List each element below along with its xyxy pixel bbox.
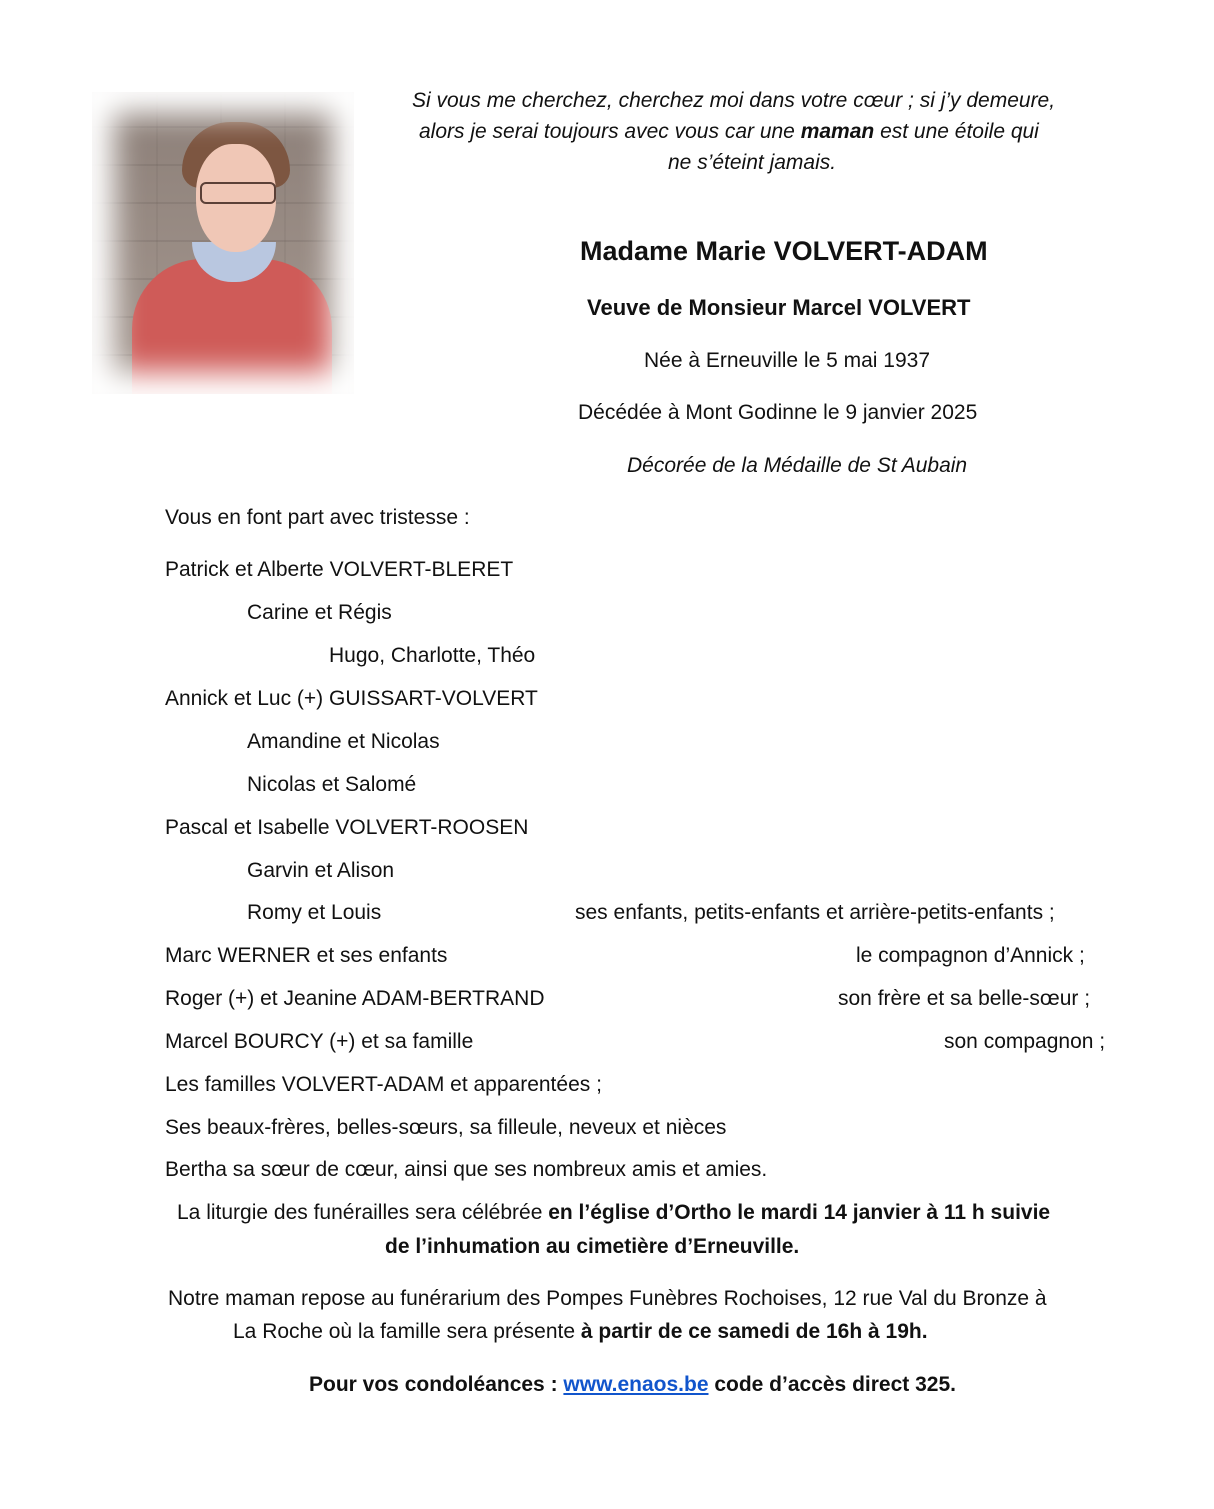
family-line: Marcel BOURCY (+) et sa famille: [165, 1030, 474, 1053]
portrait-photo: [92, 92, 354, 394]
visiting-hours: à partir de ce samedi de 16h à 19h.: [580, 1320, 928, 1343]
rest-text: La Roche où la famille sera présente: [233, 1320, 581, 1343]
family-line: Ses beaux-frères, belles-sœurs, sa filleule, neveux et nièces: [165, 1116, 727, 1139]
relation-label: ses enfants, petits-enfants et arrière-petits-enfants ;: [575, 901, 1055, 924]
quote-line-1: Si vous me cherchez, cherchez moi dans votre cœur ; si j’y demeure,: [412, 89, 1056, 112]
intro-line: Vous en font part avec tristesse :: [165, 506, 470, 529]
liturgy-line-2: de l’inhumation au cimetière d’Erneuville.: [385, 1235, 800, 1258]
quote-text: alors je serai toujours avec vous car une: [419, 120, 801, 143]
family-line: Marc WERNER et ses enfants: [165, 944, 448, 967]
condolences-label: Pour vos condoléances :: [309, 1373, 564, 1396]
relation-label: son frère et sa belle-sœur ;: [838, 987, 1091, 1010]
family-line: Nicolas et Salomé: [247, 773, 417, 796]
relation-label: son compagnon ;: [944, 1030, 1106, 1053]
access-code: code d’accès direct 325.: [708, 1373, 956, 1396]
condolences-line: [309, 1372, 956, 1398]
family-line: Pascal et Isabelle VOLVERT-ROOSEN: [165, 816, 529, 839]
family-line: Carine et Régis: [247, 601, 392, 624]
liturgy-line-1: [177, 1200, 1050, 1226]
rest-line-1: Notre maman repose au funérarium des Pompes Funèbres Rochoises, 12 rue Val du Bronze à: [168, 1287, 1047, 1310]
liturgy-details: en l’église d’Ortho le mardi 14 janvier à 11 h suivie: [548, 1201, 1051, 1224]
family-line: Hugo, Charlotte, Théo: [329, 644, 536, 667]
family-line: Annick et Luc (+) GUISSART-VOLVERT: [165, 687, 538, 710]
family-line: Amandine et Nicolas: [247, 730, 440, 753]
family-line: Patrick et Alberte VOLVERT-BLERET: [165, 558, 514, 581]
decoration: Décorée de la Médaille de St Aubain: [627, 454, 968, 477]
family-line: Roger (+) et Jeanine ADAM-BERTRAND: [165, 987, 545, 1010]
quote-text-end: est une étoile qui: [874, 120, 1039, 143]
birth-info: Née à Erneuville le 5 mai 1937: [644, 349, 931, 372]
condolences-link[interactable]: www.enaos.be: [563, 1373, 709, 1396]
liturgy-text: La liturgie des funérailles sera célébrée: [177, 1201, 549, 1224]
quote-line-3: ne s’éteint jamais.: [668, 151, 837, 174]
family-line: Romy et Louis: [247, 901, 382, 924]
family-line: Les familles VOLVERT-ADAM et apparentées ;: [165, 1073, 602, 1096]
quote-line-2: [419, 119, 1039, 145]
death-info: Décédée à Mont Godinne le 9 janvier 2025: [578, 401, 978, 424]
quote-bold-word: maman: [800, 120, 875, 143]
deceased-name: Madame Marie VOLVERT-ADAM: [580, 236, 988, 266]
widow-of: Veuve de Monsieur Marcel VOLVERT: [587, 295, 971, 320]
family-line: Bertha sa sœur de cœur, ainsi que ses nombreux amis et amies.: [165, 1158, 768, 1181]
family-line: Garvin et Alison: [247, 859, 395, 882]
relation-label: le compagnon d’Annick ;: [856, 944, 1085, 967]
rest-line-2: [233, 1319, 928, 1345]
